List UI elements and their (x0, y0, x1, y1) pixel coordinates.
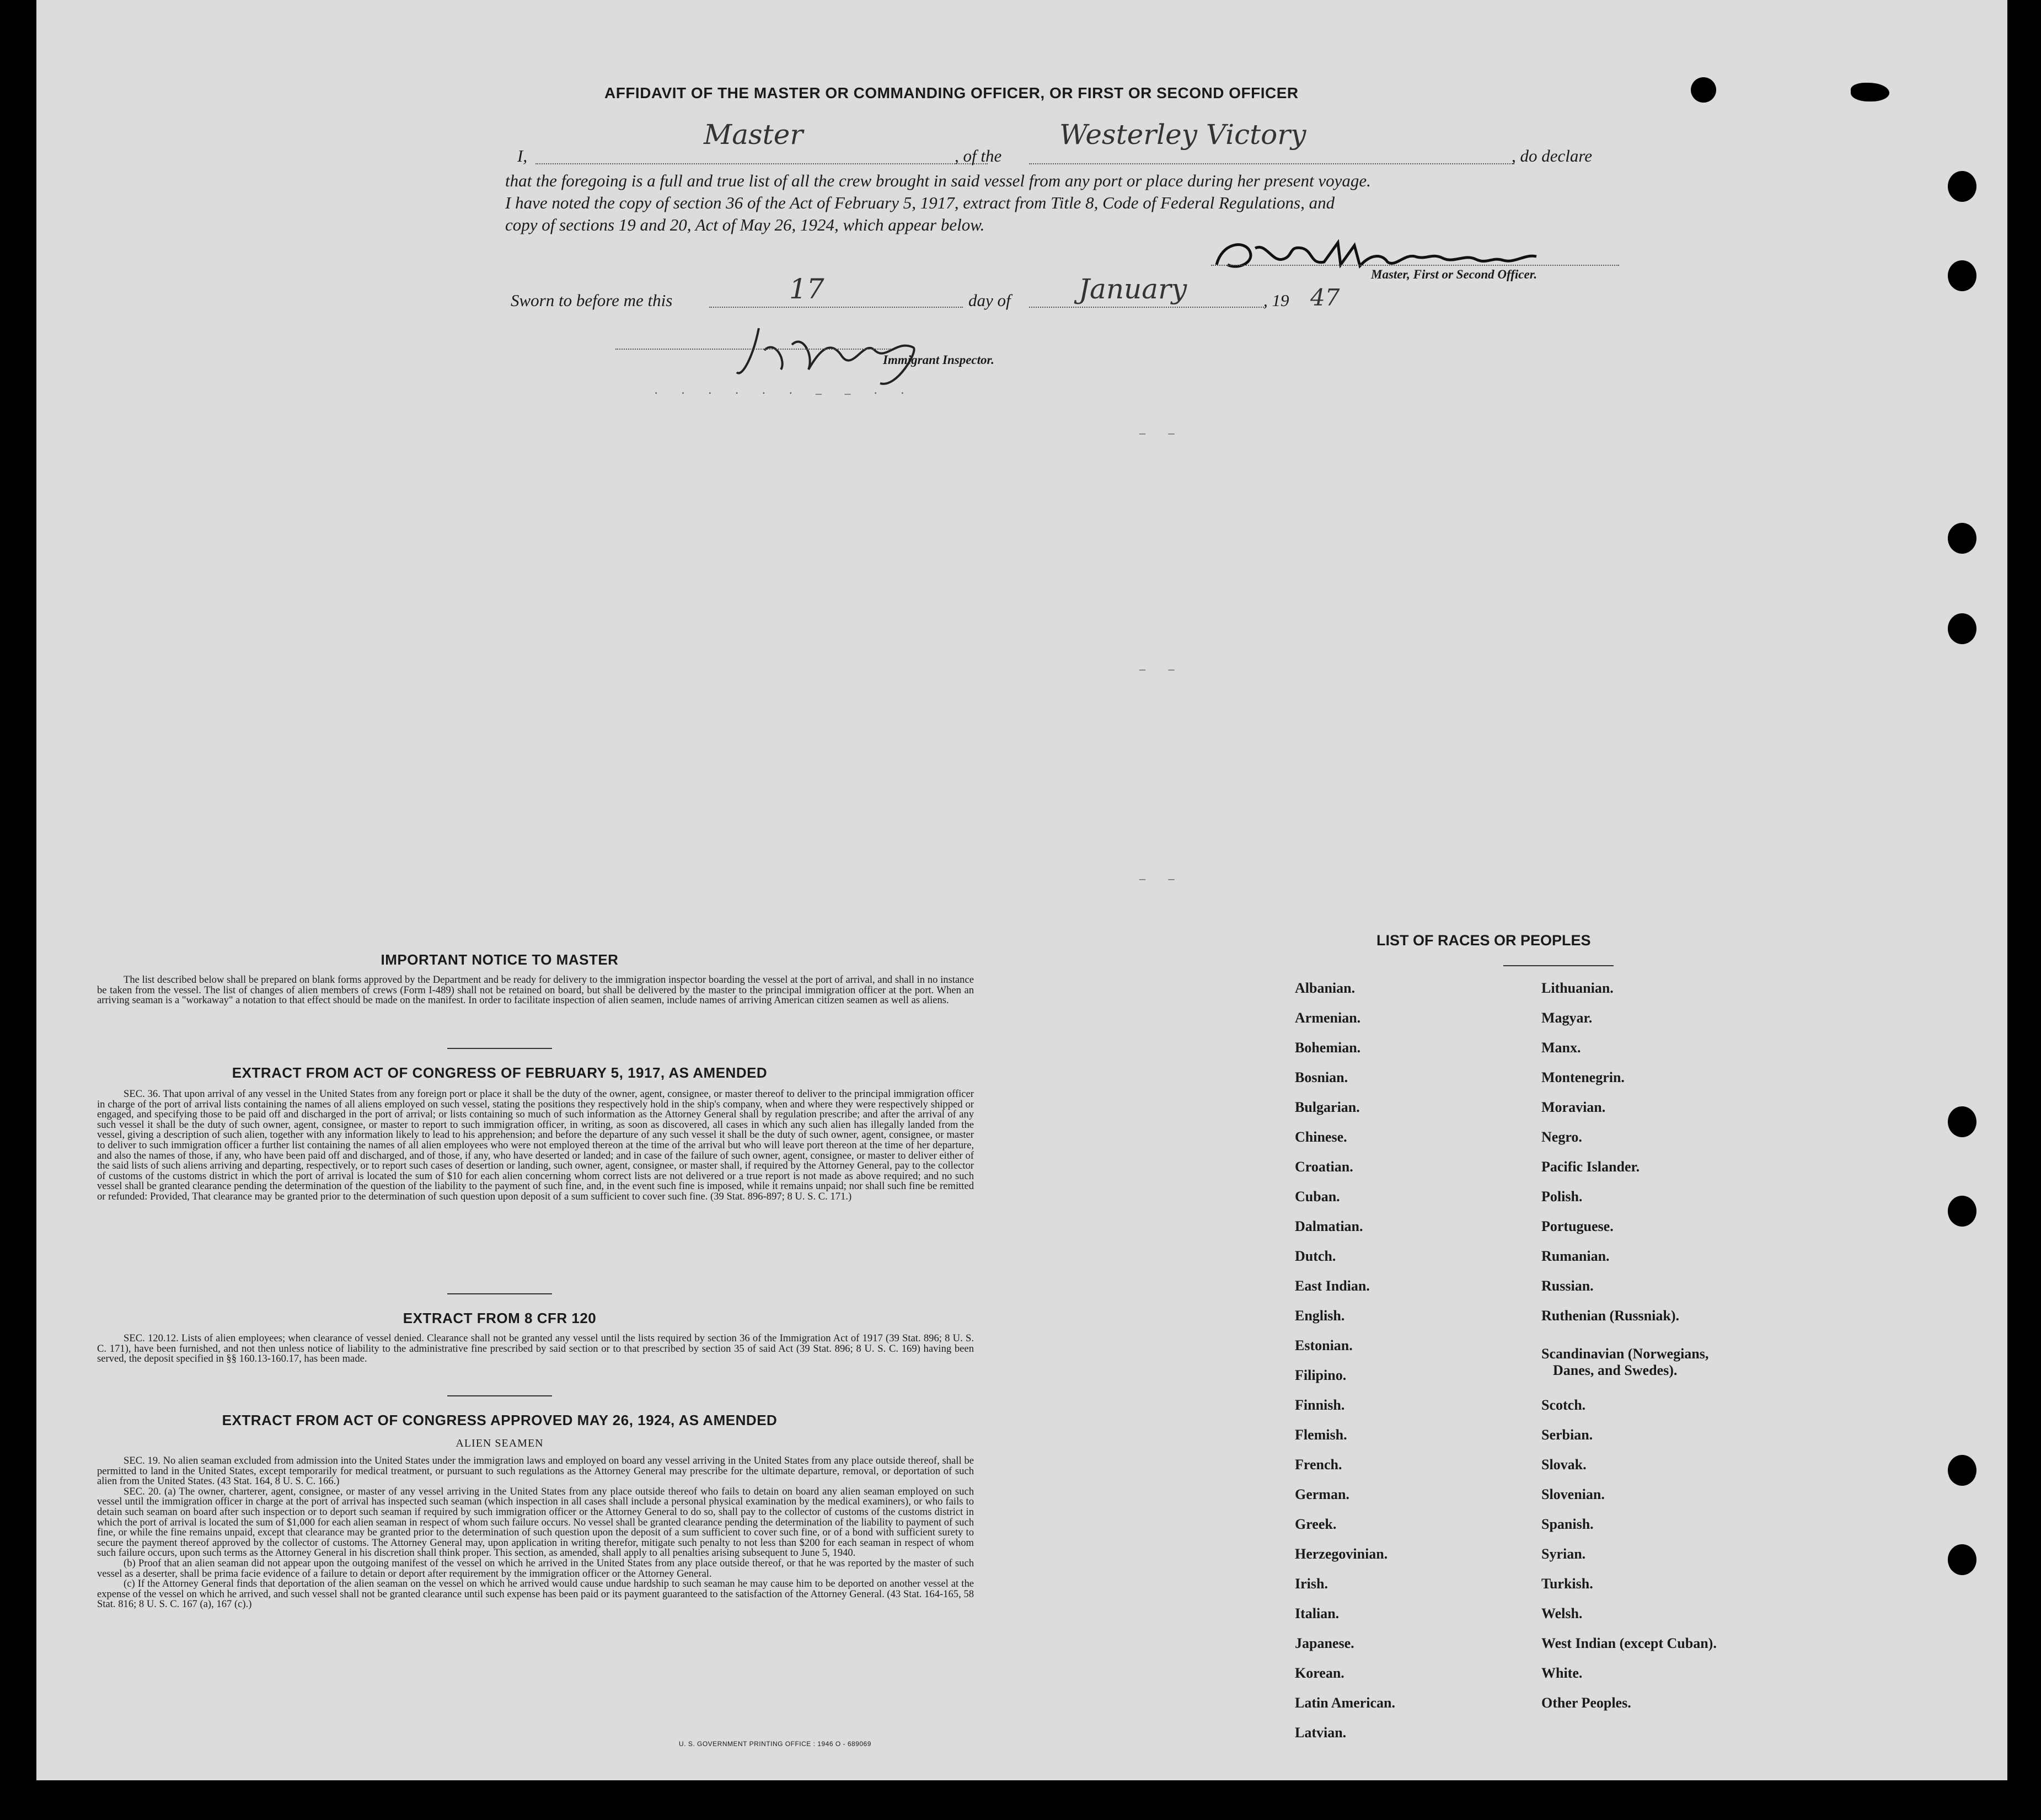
signature-label: Master, First or Second Officer. (1371, 267, 1538, 281)
divider (447, 1048, 552, 1049)
inspector-label: Immigrant Inspector. (883, 353, 994, 367)
affidavit-title: AFFIDAVIT OF THE MASTER OR COMMANDING OFFICER, OR FIRST OR SECOND OFFICER (604, 84, 1299, 101)
race-left: Bosnian. (1295, 1069, 1348, 1085)
extract-cfr-title: EXTRACT FROM 8 CFR 120 (403, 1310, 597, 1326)
punch-hole (1691, 77, 1716, 103)
alien-seamen-subtitle: ALIEN SEAMEN (456, 1437, 544, 1449)
race-left: Dalmatian. (1295, 1218, 1363, 1234)
race-right: Moravian. (1541, 1099, 1606, 1115)
affidavit-line4: copy of sections 19 and 20, Act of May 26, 1924, which appear below. (505, 215, 985, 234)
race-right: Danes, and Swedes). (1553, 1362, 1678, 1378)
race-left: Finnish. (1295, 1397, 1345, 1413)
punch-hole (1948, 171, 1976, 202)
race-right: Scandinavian (Norwegians, (1541, 1346, 1709, 1362)
vessel-blank (1029, 163, 1514, 164)
race-left: Latin American. (1295, 1695, 1395, 1711)
affidavit-line3: I have noted the copy of section 36 of the Act of February 5, 1917, extract from Title 8, Code of Federal Regulations, and (505, 193, 1335, 212)
race-left: Chinese. (1295, 1129, 1347, 1145)
extract-1917-title: EXTRACT FROM ACT OF CONGRESS OF FEBRUARY 5, 1917, AS AMENDED (232, 1064, 768, 1081)
race-left: Irish. (1295, 1576, 1328, 1592)
race-left: Armenian. (1295, 1010, 1361, 1026)
sworn-prefix: Sworn to before me this (511, 291, 673, 310)
race-left: Japanese. (1295, 1635, 1354, 1651)
race-right: Lithuanian. (1541, 980, 1614, 996)
race-left: Estonian. (1295, 1337, 1353, 1353)
punch-hole (1948, 1196, 1976, 1227)
race-right: Other Peoples. (1541, 1695, 1631, 1711)
signature-line (1211, 265, 1619, 266)
rank-blank (535, 163, 988, 164)
races-title: LIST OF RACES OR PEOPLES (1376, 932, 1591, 949)
punch-hole (1948, 1455, 1976, 1486)
race-left: Bohemian. (1295, 1040, 1361, 1056)
race-left: German. (1295, 1486, 1349, 1502)
sworn-year: 47 (1310, 284, 1340, 311)
race-right: Welsh. (1541, 1605, 1583, 1621)
race-right: Slovak. (1541, 1457, 1587, 1473)
race-left: East Indian. (1295, 1278, 1370, 1294)
extract-cfr-paragraph: SEC. 120.12. Lists of alien employees; when clearance of vessel denied. Clearance shall not be granted any vessel until the lists required by section 36 of the Immigration Act of 1917 (39 Stat. 896; 8 U. S. C. 171), have been furnished, and not then unless notice of liability to the administrative fine prescribed by said section or to that prescribed by section 35 of said Act (39 Stat. 896; 8 U. S. C. 169) having been served, the deposit specified in §§ 160.13-160.17, has been made. (97, 1332, 974, 1365)
race-right: Montenegrin. (1541, 1069, 1625, 1085)
divider (447, 1395, 552, 1396)
punch-hole (1948, 1544, 1976, 1575)
notice-paragraph: The list described below shall be prepared on blank forms approved by the Department and be ready for delivery to the immigration inspector boarding the vessel at the port of arrival, and shall in no instance be taken from the vessel. The list of changes of alien members of crews (Form I-489) shall not be retained on board, but shall be delivered by the master to the principal immigration officer at the port. When an arriving seaman is a "workaway" a notation to that effect should be made on the manifest. In order to facilitate inspection of alien seamen, include names of arriving American citizen seamen as well as aliens. (97, 974, 974, 1007)
divider (447, 1293, 552, 1294)
punch-hole (1948, 523, 1976, 554)
faint-marks: – – (1139, 662, 1185, 676)
affidavit-i: I, (517, 146, 528, 165)
day-blank (709, 307, 963, 308)
sworn-month: January (1079, 273, 1187, 305)
race-left: Bulgarian. (1295, 1099, 1360, 1115)
faint-marks: – – (1139, 871, 1185, 885)
race-right: Turkish. (1541, 1576, 1593, 1592)
extract-1917-paragraph: SEC. 36. That upon arrival of any vessel in the United States from any foreign port or place it shall be the duty of the owner, agent, consignee, or master thereof to deliver to the principal immigration officer in charge of the port of arrival lists containing the names of all aliens employed on such vessel, stating the positions they respectively hold in the ship's company, when and where they were respectively shipped or engaged, and specifying those to be paid off and discharged in the port of arrival; or lists containing so much of such information as the Attorney General shall by regulation prescribe; and after the arrival of any such vessel it shall be the duty of such owner, agent, consignee, or master to report to such immigration officer, in writing, as soon as discovered, all cases in which any such alien has illegally landed from the vessel, giving a description of such alien, together with any information likely to lead to his apprehension; and before the departure of any such vessel it shall be the duty of such owner, agent, consignee, or master to deliver to such immigration officer a further list containing the names of all alien employees who were not employed thereon at the time of the arrival but who will leave port thereon at the time of her departure, and also the names of those, if any, who have been paid off and discharged, and of those, if any, who have deserted or landed; and in case of the failure of such owner, agent, consignee, or master to deliver either of the said lists of such aliens arriving and departing, respectively, or to report such cases of desertion or landing, such owner, agent, consignee, or master shall, if required by the Attorney General, pay to the collector of customs of the customs district in which the port of arrival is located the sum of $10 for each alien concerning whom correct lists are not delivered or a true report is not made as above required; and no such vessel shall be granted clearance pending the determination of the question of the liability to the payment of such fine, and, in the event such fine is imposed, while it remains unpaid; nor shall such fine be remitted or refunded: Provided, That clearance may be granted prior to the determination of such question upon deposit of a sum sufficient to cover such fine. (39 Stat. 896-897; 8 U. S. C. 171.) (97, 1088, 974, 1202)
gpo-footer: U. S. GOVERNMENT PRINTING OFFICE : 1946 O - 689069 (679, 1740, 871, 1748)
affidavit-of-the: , of the (955, 146, 1002, 165)
sec20c-paragraph: (c) If the Attorney General finds that deportation of the alien seaman on the vessel on which he arrived would cause undue hardship to such seaman he may cause him to be deported on another vessel at the expense of the vessel on which he arrived, and such vessel shall not be granted clearance until such expense has been paid or its payment guaranteed to the satisfaction of the Attorney General. (43 Stat. 164-165, 58 Stat. 816; 8 U. S. C. 167 (a), 167 (c).) (97, 1578, 974, 1610)
race-left: Greek. (1295, 1516, 1337, 1532)
sec20a-paragraph: SEC. 20. (a) The owner, charterer, agent, consignee, or master of any vessel arriving in the United States from any place outside thereof who fails to detain on board any alien seaman employed on such vessel until the immigration officer in charge at the port of arrival has inspected such seaman (which inspection in all cases shall include a personal physical examination by the medical examiners), or who fails to detain such seaman on board after such inspection or to deport such seaman if required by such immigration officer or the Attorney General to do so, shall pay to the collector of customs of the customs district in which the port of arrival is located the sum of $1,000 for each alien seaman in respect of whom such failure occurs. No vessel shall be granted clearance pending the determination of the liability to payment of such fine, or while the fine remains unpaid, except that clearance may be granted prior to the determination of such question upon the deposit of a sum sufficient to cover such fine, or of a bond with sufficient surety to secure the payment thereof approved by the collector of customs. The Attorney General may, upon application in writing therefor, mitigate such penalty to not less than $200 for each seaman in respect of whom such failure occurs, upon such terms as the Attorney General in his discretion shall think proper. This section, as amended, shall apply to all penalties arising subsequent to June 5, 1940. (97, 1485, 974, 1559)
punch-hole (1948, 1106, 1976, 1137)
sworn-day: 17 (789, 273, 824, 305)
race-right: White. (1541, 1665, 1583, 1681)
race-right: Portuguese. (1541, 1218, 1614, 1234)
race-right: Ruthenian (Russniak). (1541, 1308, 1679, 1324)
race-right: Spanish. (1541, 1516, 1594, 1532)
affidavit-line2: that the foregoing is a full and true list of all the crew brought in said vessel from any port or place during her present voyage. (505, 171, 1371, 190)
race-right: Pacific Islander. (1541, 1159, 1640, 1175)
race-left: French. (1295, 1457, 1342, 1473)
race-right: Magyar. (1541, 1010, 1593, 1026)
extract-cfr-text (97, 1334, 974, 1364)
affidavit-declare: , do declare (1512, 146, 1593, 165)
notice-text (97, 975, 974, 1006)
extract-1924-title: EXTRACT FROM ACT OF CONGRESS APPROVED MAY 26, 1924, AS AMENDED (222, 1412, 778, 1428)
race-right: Scotch. (1541, 1397, 1586, 1413)
race-right: Serbian. (1541, 1427, 1593, 1443)
race-right: Negro. (1541, 1129, 1582, 1145)
race-right: Russian. (1541, 1278, 1594, 1294)
race-right: West Indian (except Cuban). (1541, 1635, 1717, 1651)
punch-hole (1948, 260, 1976, 291)
race-left: Korean. (1295, 1665, 1344, 1681)
race-left: Cuban. (1295, 1189, 1340, 1205)
extract-1924-text (97, 1456, 974, 1610)
race-right: Syrian. (1541, 1546, 1586, 1562)
faint-marks: – – (1139, 426, 1185, 440)
form-page (36, 0, 2007, 1780)
sworn-year-prefix: , 19 (1263, 291, 1289, 310)
race-right: Polish. (1541, 1189, 1583, 1205)
sworn-day-of: day of (968, 291, 1011, 310)
filled-vessel: Westerley Victory (1059, 119, 1306, 151)
race-right: Slovenian. (1541, 1486, 1605, 1502)
race-left: English. (1295, 1308, 1345, 1324)
race-left: Filipino. (1295, 1367, 1347, 1383)
race-left: Latvian. (1295, 1725, 1347, 1741)
race-left: Herzegovinian. (1295, 1546, 1388, 1562)
divider (1503, 965, 1614, 966)
filled-rank: Master (704, 119, 803, 151)
notice-title: IMPORTANT NOTICE TO MASTER (381, 951, 619, 968)
extract-1917-text (97, 1089, 974, 1202)
race-left: Italian. (1295, 1605, 1340, 1621)
punch-hole (1851, 83, 1889, 101)
race-left: Croatian. (1295, 1159, 1353, 1175)
punch-hole (1948, 613, 1976, 644)
race-left: Dutch. (1295, 1248, 1336, 1264)
race-left: Flemish. (1295, 1427, 1347, 1443)
race-right: Rumanian. (1541, 1248, 1610, 1264)
month-blank (1029, 307, 1266, 308)
faint-marks: · · · · · · – – · · (654, 386, 915, 400)
inspector-line (615, 349, 891, 350)
race-left: Albanian. (1295, 980, 1356, 996)
sec19-paragraph: SEC. 19. No alien seaman excluded from admission into the United States under the immigration laws and employed on board any vessel arriving in the United States from any place outside thereof, shall be permitted to land in the United States, except temporarily for medical treatment, or pursuant to such regulations as the Attorney General may prescribe for the ultimate departure, removal, or deportation of such alien from the United States. (43 Stat. 164, 8 U. S. C. 166.) (97, 1455, 974, 1487)
race-right: Manx. (1541, 1040, 1581, 1056)
sec20b-paragraph: (b) Proof that an alien seaman did not appear upon the outgoing manifest of the vessel on which he arrived in the United States from any place outside thereof, or that he was reported by the master of such vessel as a deserter, shall be prima facie evidence of a failure to detain or deport after requirement by the immigration officer or the Attorney General. (97, 1557, 974, 1580)
